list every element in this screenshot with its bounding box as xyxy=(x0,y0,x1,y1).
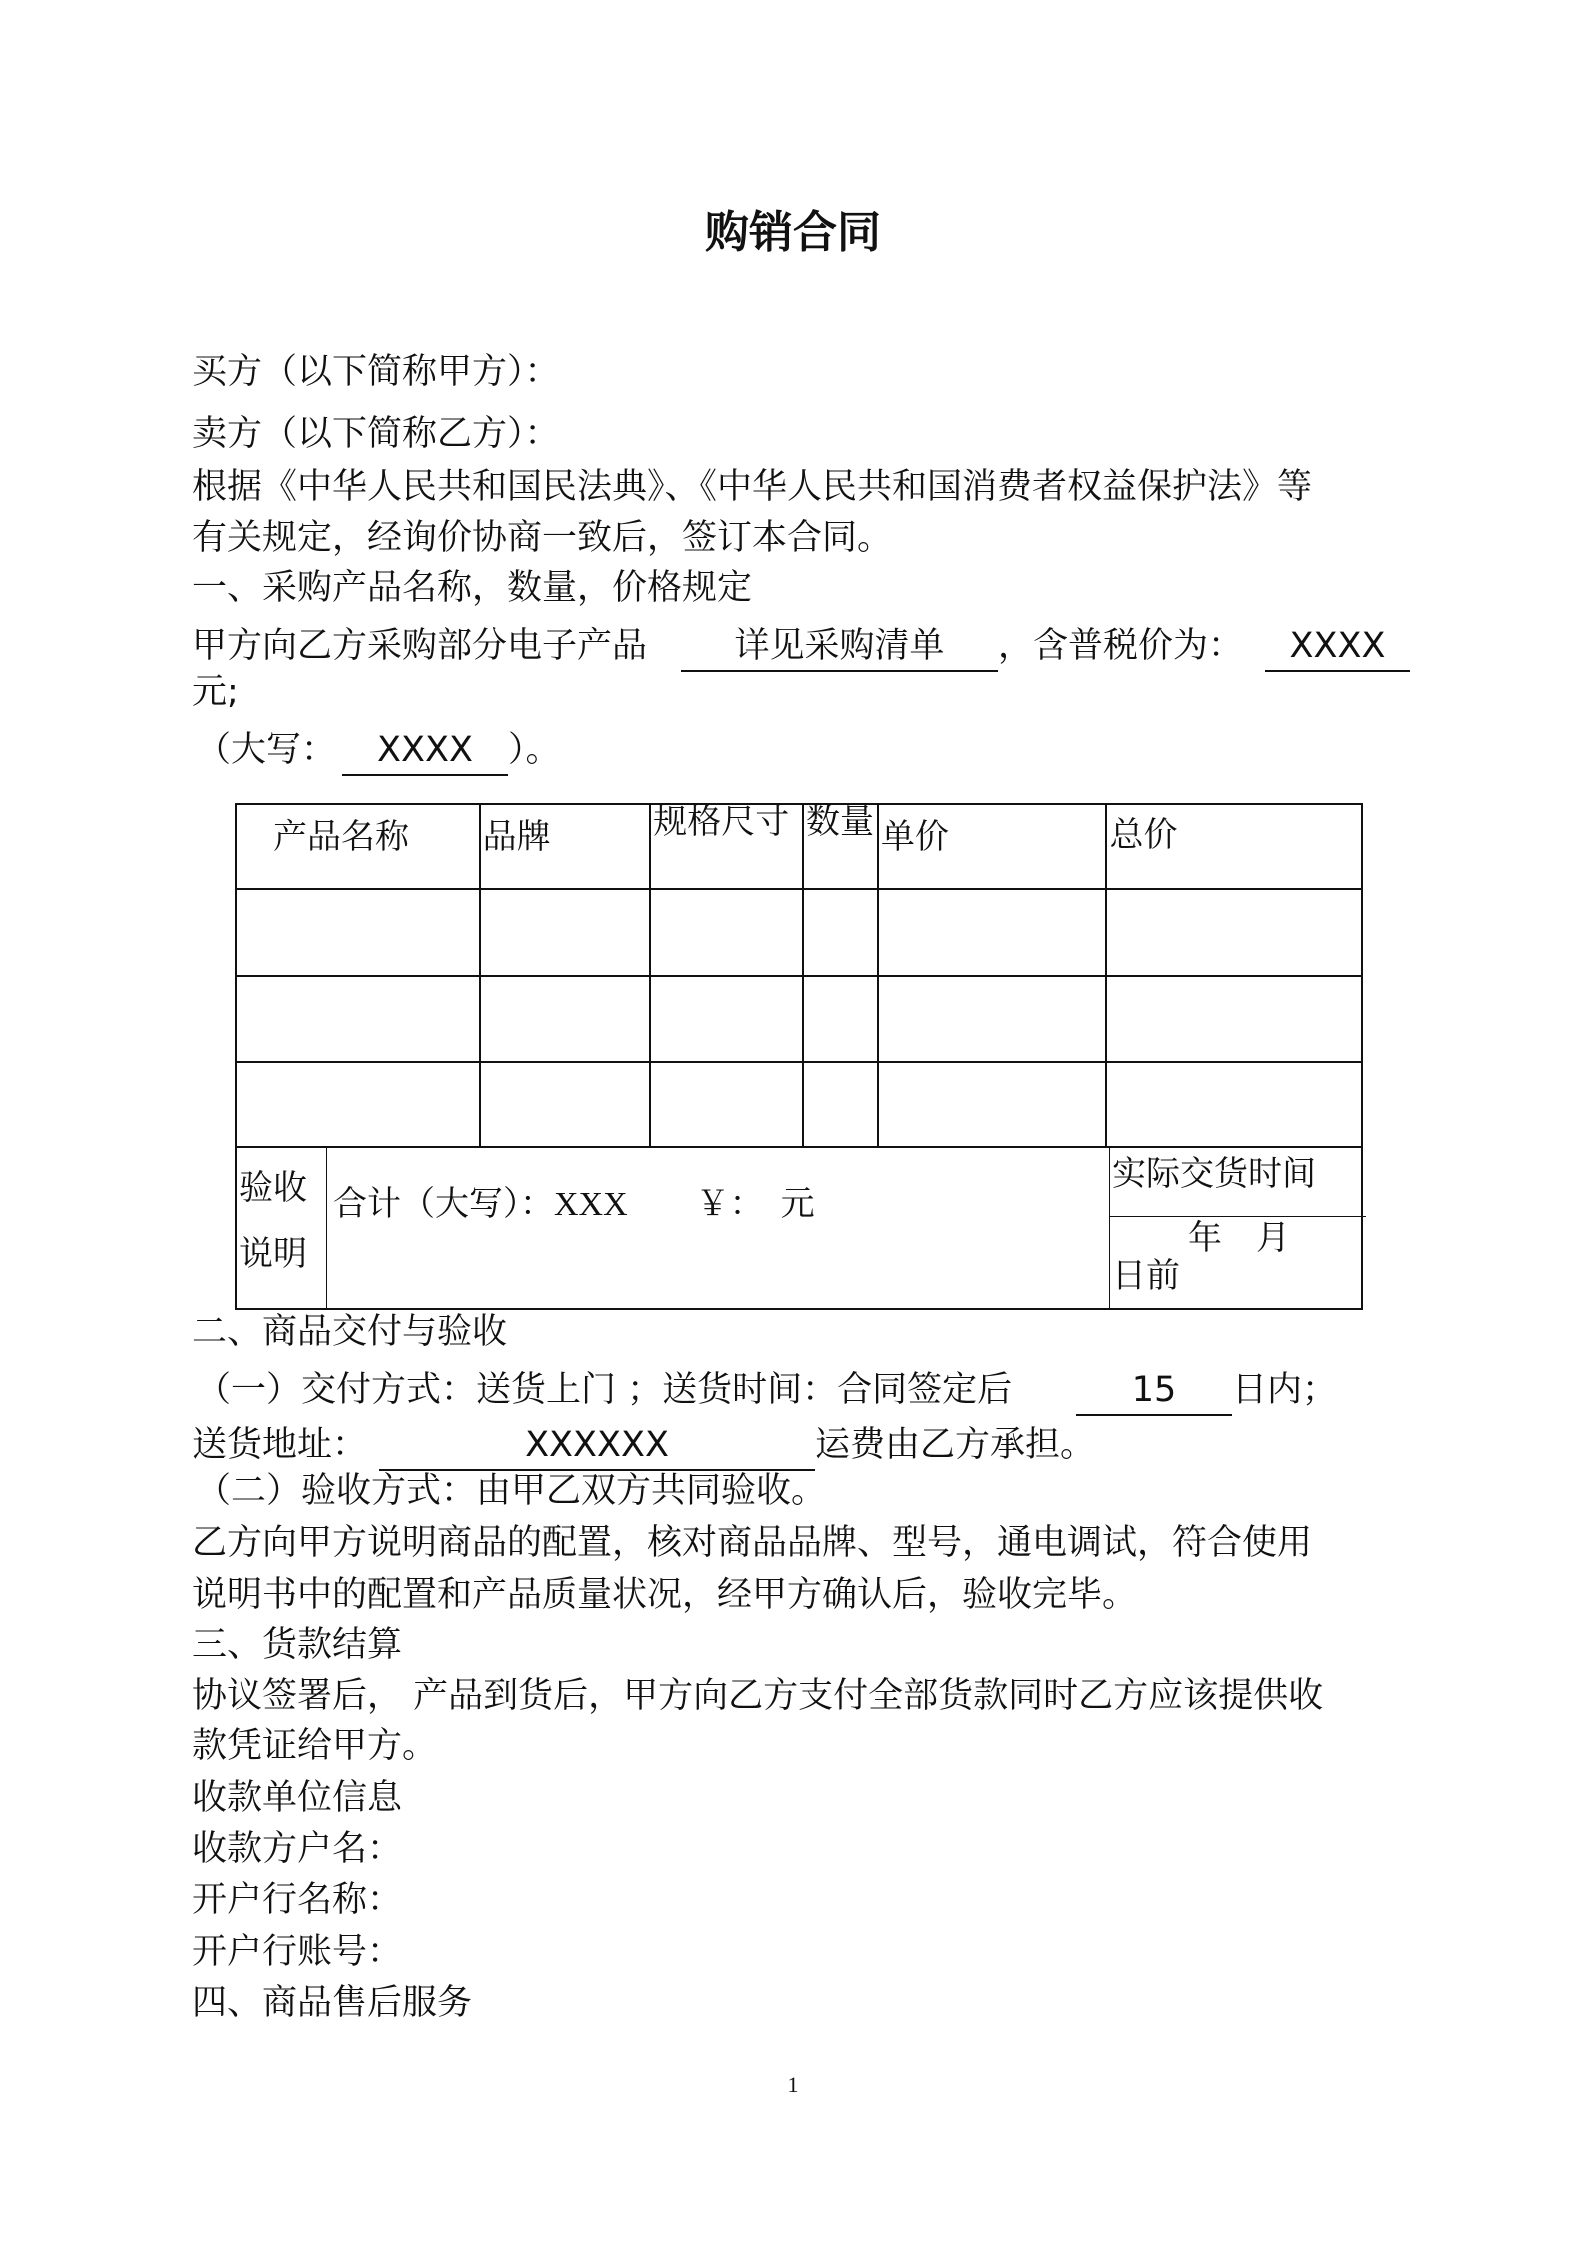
delivery-days-field: 15 xyxy=(1076,1366,1232,1416)
buyer-line: 买方（以下简称甲方）： xyxy=(192,352,560,392)
page-number: 1 xyxy=(787,2072,799,2097)
header-spec: 规格尺寸 xyxy=(650,804,803,889)
address-field: XXXXXX xyxy=(379,1421,815,1471)
purchase-price-field: XXXX xyxy=(1265,622,1410,672)
address-label: 送货地址： xyxy=(192,1425,368,1465)
delivery-time-divider xyxy=(1110,1216,1366,1217)
section-1-heading: 一、采购产品名称，数量，价格规定 xyxy=(192,568,753,608)
purchase-price-label: ，含普税价为： xyxy=(998,626,1244,666)
acceptance-method: （二）验收方式：由甲乙双方共同验收。 xyxy=(196,1471,827,1511)
payment-line-1: 协议签署后， 产品到货后，甲方向乙方支付全部货款同时乙方应该提供收 xyxy=(192,1676,1324,1716)
section-3-heading: 三、货款结算 xyxy=(192,1625,403,1665)
delivery-time-suffix: 日前 xyxy=(1112,1258,1180,1295)
table-footer-row xyxy=(236,1147,1362,1309)
header-total-price: 总价 xyxy=(1106,804,1362,889)
delivery-days-suffix: 日内； xyxy=(1232,1370,1338,1410)
currency-unit: 元; xyxy=(192,672,239,712)
daxie-close: ）。 xyxy=(508,730,561,770)
header-quantity: 数量 xyxy=(803,804,878,889)
delivery-method: （一）交付方式：送货上门 ；送货时间：合同签定后 xyxy=(196,1370,1013,1410)
document-title: 购销合同 xyxy=(705,207,881,258)
total-amount-text: 合计（大写）：XXX ￥： 元 xyxy=(333,1186,815,1223)
basis-line-2: 有关规定，经询价协商一致后，签订本合同。 xyxy=(192,518,893,558)
section-4-heading: 四、商品售后服务 xyxy=(192,1983,473,2023)
table-row xyxy=(236,976,1362,1062)
payment-line-2: 款凭证给甲方。 xyxy=(192,1726,438,1766)
delivery-time-value: 年 月 xyxy=(1188,1220,1290,1257)
delivery-time-label: 实际交货时间 xyxy=(1112,1156,1316,1193)
bank-name-label: 开户行名称： xyxy=(192,1880,403,1920)
freight-text: 运费由乙方承担。 xyxy=(815,1425,1096,1465)
daxie-label: （大写： xyxy=(196,730,337,770)
product-table xyxy=(235,803,1363,1310)
daxie-field: XXXX xyxy=(342,726,508,776)
bank-account-label: 开户行账号： xyxy=(192,1932,403,1972)
purchase-item-field: 详见采购清单 xyxy=(681,622,998,672)
basis-line-1: 根据《中华人民共和国民法典》、《中华人民共和国消费者权益保护法》等 xyxy=(192,467,1313,507)
section-2-heading: 二、商品交付与验收 xyxy=(192,1312,508,1352)
payee-info-label: 收款单位信息 xyxy=(192,1778,403,1818)
header-product-name: 产品名称 xyxy=(236,804,480,889)
purchase-text: 甲方向乙方采购部分电子产品 xyxy=(192,626,648,666)
acceptance-line-2: 说明书中的配置和产品质量状况，经甲方确认后，验收完毕。 xyxy=(192,1575,1138,1615)
header-brand: 品牌 xyxy=(480,804,651,889)
table-row xyxy=(236,889,1362,976)
table-row xyxy=(236,1062,1362,1147)
acceptance-line-1: 乙方向甲方说明商品的配置，核对商品品牌、型号，通电调试，符合使用 xyxy=(192,1523,1313,1563)
acceptance-label: 验收说明 xyxy=(239,1170,307,1273)
seller-line: 卖方（以下简称乙方）： xyxy=(192,414,560,454)
acceptance-label-cell xyxy=(237,1148,327,1308)
header-unit-price: 单价 xyxy=(878,804,1107,889)
table-header-row xyxy=(236,804,1362,889)
payee-name-label: 收款方户名： xyxy=(192,1829,403,1869)
delivery-time-cell xyxy=(1109,1148,1366,1308)
